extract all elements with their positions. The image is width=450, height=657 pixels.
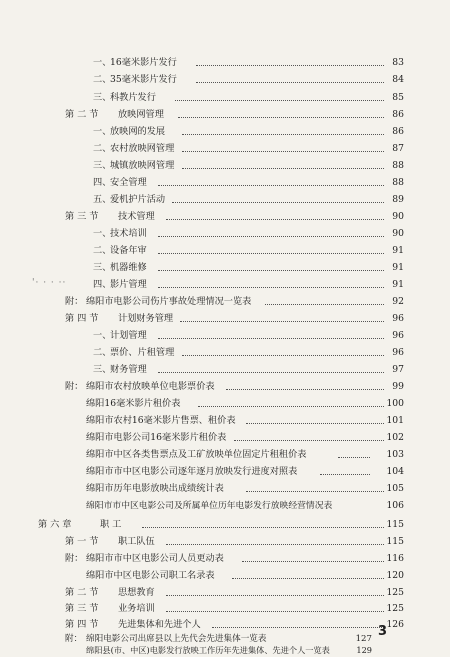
toc-title: 票价、片租管理	[110, 347, 175, 358]
toc-row-sub	[0, 277, 450, 293]
toc-page-number: 86	[392, 109, 404, 120]
toc-title: 放映网管理	[118, 109, 164, 120]
toc-title: 绵阳市历年电影放映出成绩统计表	[86, 483, 224, 494]
leader-dots	[338, 457, 370, 458]
leader-dots	[265, 304, 384, 305]
toc-title: 机器维修	[110, 262, 147, 273]
toc-page-number: 126	[386, 619, 404, 630]
toc-lead: 附：	[65, 634, 83, 644]
toc-page-number: 106	[386, 500, 404, 511]
scan-marks: '· · · ··	[32, 278, 67, 288]
toc-title: 技术管理	[118, 211, 155, 222]
toc-row-appendix-item	[0, 498, 450, 514]
toc-lead: 三、	[93, 92, 112, 103]
toc-lead: 二、	[93, 347, 112, 358]
toc-title: 业务培训	[118, 603, 155, 614]
toc-page-number: 85	[392, 92, 404, 103]
toc-row-appendix-item	[0, 430, 450, 446]
toc-row-section	[0, 311, 450, 327]
leader-dots	[246, 423, 384, 424]
toc-page-number: 120	[386, 570, 404, 581]
toc-title: 爱机护片活动	[110, 194, 166, 205]
toc-title: 放映网的发展	[110, 126, 166, 137]
leader-dots	[182, 355, 384, 356]
toc-row-sub	[0, 362, 450, 378]
toc-row-section	[0, 209, 450, 225]
toc-title: 绵阳市电影公司伤片事故处理情况一览表	[86, 296, 252, 307]
toc-row-appendix	[0, 379, 450, 395]
leader-dots	[212, 627, 384, 628]
leader-dots	[246, 491, 384, 492]
toc-page-number: 84	[392, 74, 404, 85]
toc-row-sub	[0, 243, 450, 259]
toc-title: 财务管理	[110, 364, 147, 375]
toc-title: 设备年审	[110, 245, 147, 256]
toc-title: 城镇放映网管理	[110, 160, 175, 171]
toc-title: 绵阳电影公司出席县以上先代会先进集体一览表	[86, 634, 267, 644]
leader-dots	[182, 151, 384, 152]
leader-dots	[226, 389, 384, 390]
toc-page-number: 105	[386, 483, 404, 494]
leader-dots	[180, 321, 384, 322]
toc-page-number: 104	[386, 466, 404, 477]
toc-lead: 附：	[65, 296, 84, 307]
toc-lead: 五、	[93, 194, 112, 205]
toc-lead: 第 一 节	[65, 536, 99, 547]
toc-lead: 第 三 节	[65, 603, 99, 614]
toc-page-number: 125	[386, 603, 404, 614]
toc-row-appendix	[0, 294, 450, 310]
toc-lead: 二、	[93, 74, 112, 85]
toc-title: 绵阳县(市、中区)电影发行放映工作历年先进集体、先进个人一览表	[86, 645, 330, 655]
toc-row-sub	[0, 226, 450, 242]
toc-page-number: 127	[355, 634, 372, 644]
toc-lead: 第 四 节	[65, 313, 99, 324]
toc-page-number: 96	[392, 313, 404, 324]
leader-dots	[320, 474, 370, 475]
leader-dots	[196, 82, 384, 83]
toc-row-sub	[0, 158, 450, 174]
toc-title: 绵阳市农村放映单位电影票价表	[86, 381, 215, 392]
leader-dots	[232, 578, 384, 579]
toc-row-appendix-item	[0, 481, 450, 497]
toc-row-sub	[0, 175, 450, 191]
toc-title: 先进集体和先进个人	[118, 619, 201, 630]
toc-page-number: 115	[386, 519, 404, 530]
toc-row-appendix-item	[0, 447, 450, 463]
toc-row-section	[0, 601, 450, 617]
toc-page-number: 83	[392, 57, 404, 68]
toc-lead: 一、	[93, 228, 112, 239]
toc-title: 16毫米影片发行	[110, 57, 177, 68]
toc-page-number: 125	[386, 587, 404, 598]
toc-title: 科教片发行	[110, 92, 156, 103]
toc-row-appendix-item	[0, 644, 450, 656]
leader-dots	[166, 595, 384, 596]
toc-row-appendix-item	[0, 396, 450, 412]
toc-page-number: 96	[392, 330, 404, 341]
toc-row-sub	[0, 260, 450, 276]
toc-row-chapter	[0, 517, 450, 533]
toc-title: 安全管理	[110, 177, 147, 188]
toc-page-number: 92	[392, 296, 404, 307]
leader-dots	[158, 270, 384, 271]
toc-page-number: 90	[392, 211, 404, 222]
leader-dots	[158, 253, 384, 254]
toc-lead: 附：	[65, 381, 84, 392]
leader-dots	[178, 117, 384, 118]
leader-dots	[198, 406, 384, 407]
toc-title: 农村放映网管理	[110, 143, 175, 154]
toc-lead: 三、	[93, 160, 112, 171]
toc-page-number: 91	[392, 262, 404, 273]
leader-dots	[196, 65, 384, 66]
leader-dots	[158, 236, 384, 237]
toc-lead: 第 二 节	[65, 587, 99, 598]
toc-title: 计划管理	[110, 330, 147, 341]
toc-page-number: 86	[392, 126, 404, 137]
toc-row-sub	[0, 124, 450, 140]
toc-row-section	[0, 107, 450, 123]
toc-page-number: 99	[392, 381, 404, 392]
toc-page-number: 88	[392, 160, 404, 171]
toc-row-sub	[0, 141, 450, 157]
leader-dots	[158, 287, 384, 288]
toc-page-number: 89	[392, 194, 404, 205]
toc-lead: 四、	[93, 177, 112, 188]
leader-dots	[242, 561, 384, 562]
toc-page-number: 91	[392, 279, 404, 290]
leader-dots	[182, 168, 384, 169]
toc-page-number: 91	[392, 245, 404, 256]
toc-row-sub	[0, 72, 450, 88]
toc-lead: 第 三 节	[65, 211, 99, 222]
toc-title: 35毫米影片发行	[110, 74, 177, 85]
toc-lead: 四、	[93, 279, 112, 290]
toc-title: 影片管理	[110, 279, 147, 290]
toc-title: 职 工	[100, 519, 122, 530]
toc-title: 思想教育	[118, 587, 155, 598]
toc-row-sub	[0, 55, 450, 71]
toc-lead: 一、	[93, 126, 112, 137]
leader-dots	[172, 202, 384, 203]
toc-page-number: 90	[392, 228, 404, 239]
toc-lead: 第 六 章	[38, 519, 72, 530]
toc-row-appendix-item	[0, 568, 450, 584]
toc-row-sub	[0, 192, 450, 208]
toc-page-number: 96	[392, 347, 404, 358]
leader-dots	[158, 372, 384, 373]
toc-title: 绵阳市市中区电影公司逐年逐月放映发行进度对照表	[86, 466, 298, 477]
toc-title: 职工队伍	[118, 536, 155, 547]
toc-lead: 一、	[93, 330, 112, 341]
toc-lead: 二、	[93, 245, 112, 256]
toc-page-number: 102	[386, 432, 404, 443]
toc-row-appendix-item	[0, 464, 450, 480]
toc-lead: 第 二 节	[65, 109, 99, 120]
leader-dots	[166, 611, 384, 612]
toc-title: 计划财务管理	[118, 313, 174, 324]
toc-page-number: 116	[386, 553, 404, 564]
toc-title: 绵阳市市中区电影公司及所属单位历年电影发行放映经营情况表	[86, 501, 333, 511]
toc-row-sub	[0, 328, 450, 344]
toc-title: 绵阳市中区各类售票点及工矿放映单位固定片租租价表	[86, 449, 307, 460]
toc-page-number: 115	[386, 536, 404, 547]
leader-dots	[166, 219, 384, 220]
leader-dots	[166, 544, 384, 545]
toc-row-sub	[0, 90, 450, 106]
toc-title: 技术培训	[110, 228, 147, 239]
toc-title: 绵阳市中区电影公司职工名录表	[86, 570, 215, 581]
toc-row-section	[0, 534, 450, 550]
page-number: 3	[378, 624, 388, 639]
toc-row-sub	[0, 345, 450, 361]
toc-lead: 第 四 节	[65, 619, 99, 630]
toc-page-number: 100	[386, 398, 404, 409]
toc-lead: 一、	[93, 57, 112, 68]
toc-row-section	[0, 585, 450, 601]
leader-dots	[234, 440, 384, 441]
toc-title: 绵阳16毫米影片租价表	[86, 398, 181, 409]
toc-lead: 附：	[65, 553, 84, 564]
toc-lead: 二、	[93, 143, 112, 154]
toc-title: 绵阳市电影公司16毫米影片租价表	[86, 432, 227, 443]
toc-row-appendix	[0, 551, 450, 567]
leader-dots	[182, 134, 384, 135]
toc-title: 绵阳市农村16毫米影片售票、租价表	[86, 415, 236, 426]
toc-title: 绵阳市市中区电影公司人员更动表	[86, 553, 224, 564]
toc-page-number: 101	[386, 415, 404, 426]
toc-page-number: 97	[392, 364, 404, 375]
toc-row-appendix-item	[0, 413, 450, 429]
toc-page-number: 87	[392, 143, 404, 154]
toc-lead: 三、	[93, 262, 112, 273]
leader-dots	[158, 338, 384, 339]
toc-page-number: 88	[392, 177, 404, 188]
leader-dots	[175, 100, 384, 101]
toc-page-number: 103	[386, 449, 404, 460]
leader-dots	[158, 185, 384, 186]
toc-lead: 三、	[93, 364, 112, 375]
leader-dots	[142, 527, 384, 528]
toc-page-number: 129	[356, 645, 372, 655]
